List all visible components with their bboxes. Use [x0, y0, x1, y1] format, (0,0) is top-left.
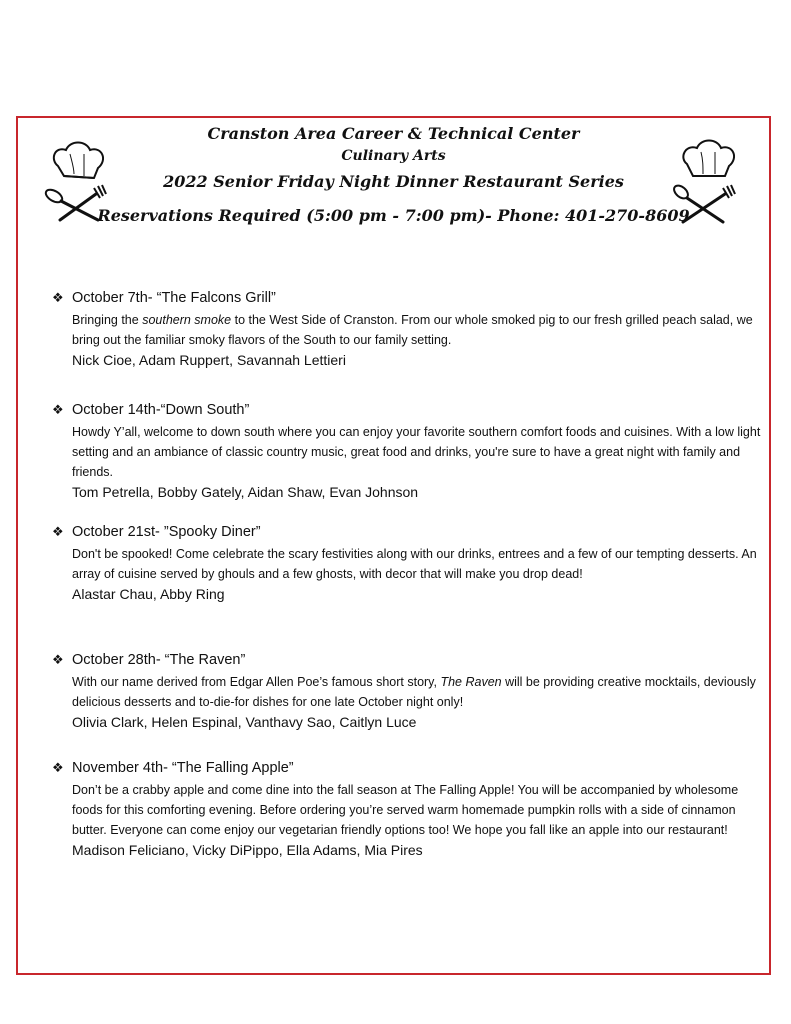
school-name: Cranston Area Career & Technical Center [207, 124, 580, 143]
event-title: October 21st- ”Spooky Diner” [72, 524, 261, 540]
event-description: Don’t be a crabby apple and come dine into the fall season at The Falling Apple! You will be accompanied by wholesome foods for this comforting evening. Before ordering you’re served warm homemade pumpkin rolls with a side of cinnamon butter. Everyone can come enjoy our vegetarian friendly options too! We hope you fall like an apple into our restaurant! [72, 783, 739, 837]
list-item [52, 760, 764, 858]
event-description: Don't be spooked! Come celebrate the scary festivities along with our drinks, entrees and a few of our tempting desserts. An array of cuisine served by ghouls and a few ghosts, with decor that will make you drop dead! [72, 547, 757, 581]
event-team: Alastar Chau, Abby Ring [72, 586, 225, 602]
event-title: October 14th-“Down South” [72, 402, 250, 418]
diamond-bullet-icon: ❖ [52, 760, 64, 775]
header [18, 118, 769, 238]
event-team: Nick Cioe, Adam Ruppert, Savannah Lettieri [72, 352, 346, 368]
event-description: Bringing the southern smoke to the West Side of Cranston. From our whole smoked pig to our fresh grilled peach salad, we bring out the familiar smoky flavors of the South to our family setting. [72, 313, 753, 347]
event-team: Olivia Clark, Helen Espinal, Vanthavy Sao, Caitlyn Luce [72, 714, 417, 730]
event-description: With our name derived from Edgar Allen Poe’s famous short story, The Raven will be providing creative mocktails, deviously delicious desserts and to-die-for dishes for one late October night only! [72, 675, 756, 709]
diamond-bullet-icon: ❖ [52, 652, 64, 667]
diamond-bullet-icon: ❖ [52, 524, 64, 539]
diamond-bullet-icon: ❖ [52, 290, 64, 305]
page-frame [16, 116, 771, 975]
event-title: November 4th- “The Falling Apple” [72, 760, 294, 776]
list-item [52, 524, 764, 602]
reservation-info: Reservations Required (5:00 pm - 7:00 pm)- Phone: 401-270-8609 [97, 206, 690, 225]
diamond-bullet-icon: ❖ [52, 402, 64, 417]
event-title: October 7th- “The Falcons Grill” [72, 290, 276, 306]
program-name: Culinary Arts [341, 148, 446, 164]
chef-hat-utensils-icon [665, 136, 745, 226]
event-title: October 28th- “The Raven” [72, 652, 246, 668]
event-description: Howdy Y’all, welcome to down south where you can enjoy your favorite southern comfort foods and cuisines. With a low light setting and an ambiance of classic country music, great food and drinks, you're sure to have a great night with family and friends. [72, 425, 761, 479]
list-item [52, 402, 764, 500]
series-title: 2022 Senior Friday Night Dinner Restaurant Series [163, 172, 624, 191]
list-item [52, 290, 764, 368]
list-item [52, 652, 764, 730]
event-team: Madison Feliciano, Vicky DiPippo, Ella Adams, Mia Pires [72, 842, 423, 858]
event-team: Tom Petrella, Bobby Gately, Aidan Shaw, Evan Johnson [72, 484, 419, 500]
